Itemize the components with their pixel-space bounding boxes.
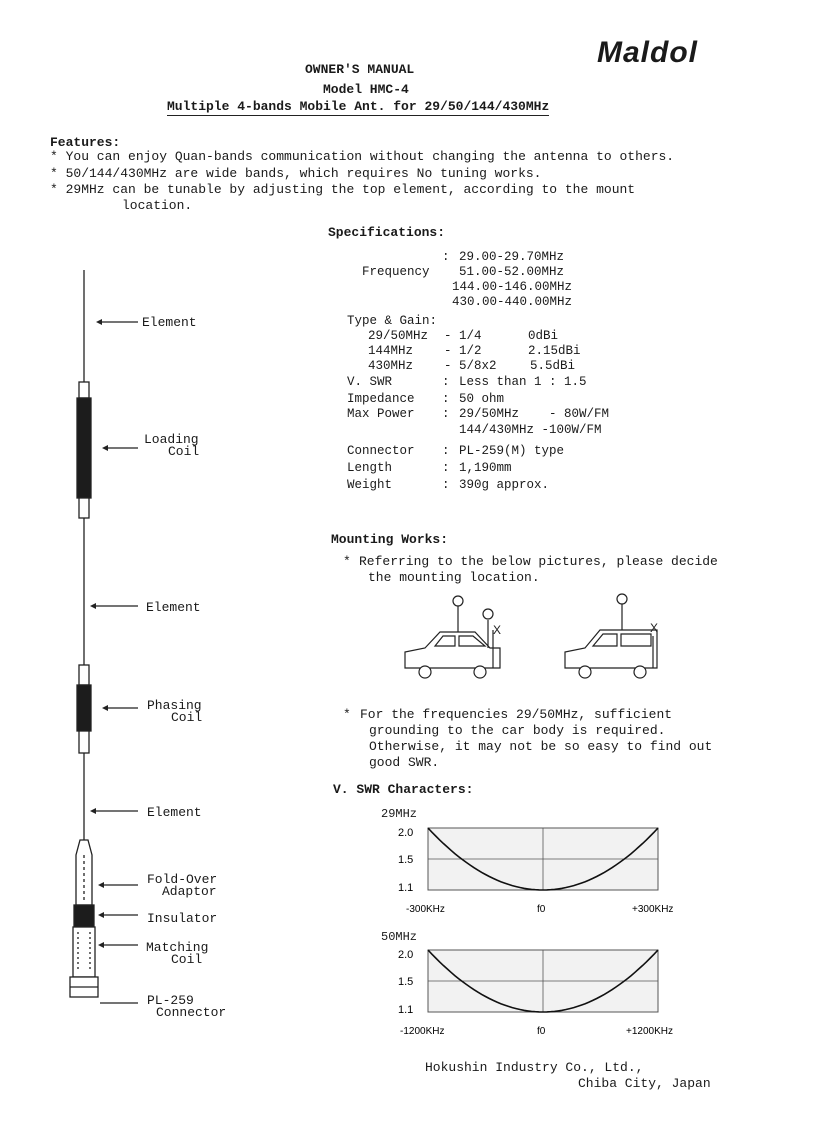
- chart-29-title: 29MHz: [381, 807, 418, 821]
- tg-type: - 1/4: [444, 329, 482, 343]
- label-element-low: Element: [147, 805, 202, 820]
- chart-50-ytick: 1.1: [398, 1004, 414, 1016]
- chart-29-ytick: 1.1: [398, 882, 414, 894]
- company-name: Hokushin Industry Co., Ltd.,: [425, 1060, 644, 1075]
- spec-label: Weight: [347, 478, 393, 492]
- spec-sep: :: [442, 461, 450, 475]
- car-mounting-diagram: [395, 590, 695, 690]
- tg-type: - 1/2: [444, 344, 482, 358]
- model-name: Model HMC-4: [323, 82, 409, 97]
- chart-50-ytick: 2.0: [398, 949, 414, 961]
- feature-item-cont: location.: [122, 198, 193, 213]
- label-fold-over: Fold-Over: [147, 872, 218, 887]
- freq-value: 430.00-440.00MHz: [452, 295, 573, 309]
- chart-29-xtick: +300KHz: [632, 904, 674, 915]
- chart-29-ytick: 1.5: [398, 854, 414, 866]
- spec-value: 29/50MHz - 80W/FM: [459, 407, 610, 421]
- tg-gain: 0dBi: [528, 329, 559, 343]
- spec-value: PL-259(M) type: [459, 444, 565, 458]
- label-insulator: Insulator: [147, 911, 218, 926]
- swr-heading: V. SWR Characters:: [333, 782, 474, 797]
- feature-item: * 29MHz can be tunable by adjusting the top element, according to the mount: [50, 182, 636, 197]
- chart-29-xtick: -300KHz: [406, 904, 445, 915]
- spec-sep: :: [442, 407, 450, 421]
- mounting-note1: Referring to the below pictures, please decide: [359, 554, 718, 569]
- tg-band: 144MHz: [368, 344, 414, 358]
- mounting-heading: Mounting Works:: [331, 532, 449, 547]
- label-element-top: Element: [142, 315, 197, 330]
- maldol-logo: Maldol: [597, 36, 698, 69]
- tg-gain: 5.5dBi: [530, 359, 576, 373]
- tg-gain: 2.15dBi: [528, 344, 581, 358]
- spec-sep: :: [442, 478, 450, 492]
- chart-50-title: 50MHz: [381, 930, 418, 944]
- label-matching-coil: Matching: [146, 940, 209, 955]
- chart-50-ytick: 1.5: [398, 976, 414, 988]
- label-pl259: PL-259: [147, 993, 194, 1008]
- note-bullet: *: [343, 707, 351, 722]
- mounting-note2: For the frequencies 29/50MHz, sufficient: [360, 707, 673, 722]
- ng-mark-2: X: [650, 621, 659, 635]
- spec-value: 390g approx.: [459, 478, 550, 492]
- label-loading-coil-2: Coil: [168, 444, 200, 459]
- spec-type-gain-label: Type & Gain:: [347, 314, 438, 328]
- spec-value: 1,190mm: [459, 461, 512, 475]
- label-loading-coil: Loading: [144, 432, 199, 447]
- freq-value: 51.00-52.00MHz: [459, 265, 565, 279]
- spec-label: Impedance: [347, 392, 415, 406]
- mounting-note1-cont: the mounting location.: [368, 570, 540, 585]
- mounting-note2-cont: good SWR.: [369, 755, 440, 770]
- spec-value: 50 ohm: [459, 392, 505, 406]
- spec-sep: :: [442, 392, 450, 406]
- tg-band: 29/50MHz: [368, 329, 429, 343]
- spec-value: 144/430MHz -100W/FM: [459, 423, 602, 437]
- swr-chart-29: [370, 822, 700, 922]
- tg-type: - 5/8x2: [444, 359, 497, 373]
- chart-50-xtick: -1200KHz: [400, 1026, 445, 1037]
- freq-value: 29.00-29.70MHz: [459, 250, 565, 264]
- spec-label: Length: [347, 461, 393, 475]
- label-matching-coil-2: Coil: [171, 952, 203, 967]
- spec-label: Max Power: [347, 407, 415, 421]
- spec-label: V. SWR: [347, 375, 393, 389]
- chart-50-xtick: f0: [537, 1026, 546, 1037]
- spec-label: Frequency: [362, 265, 430, 279]
- label-element-mid: Element: [146, 600, 201, 615]
- label-pl259-2: Connector: [156, 1005, 227, 1020]
- spec-label: Connector: [347, 444, 415, 458]
- label-fold-over-2: Adaptor: [162, 884, 217, 899]
- mounting-note2-cont: grounding to the car body is required.: [369, 723, 666, 738]
- spec-frequency: [347, 250, 430, 280]
- label-phasing-coil-2: Coil: [171, 710, 203, 725]
- company-location: Chiba City, Japan: [578, 1076, 711, 1091]
- freq-value: 144.00-146.00MHz: [452, 280, 573, 294]
- feature-item: * You can enjoy Quan-bands communication without changing the antenna to others.: [50, 149, 675, 164]
- features-heading: Features:: [50, 135, 121, 150]
- spec-value: Less than 1 : 1.5: [459, 375, 587, 389]
- manual-subtitle: Multiple 4-bands Mobile Ant. for 29/50/144/430MHz: [167, 99, 550, 114]
- spec-sep: :: [442, 250, 450, 264]
- specifications-heading: Specifications:: [328, 225, 446, 240]
- spec-sep: :: [442, 444, 450, 458]
- chart-29-xtick: f0: [537, 904, 546, 915]
- label-phasing-coil: Phasing: [147, 698, 202, 713]
- chart-50-xtick: +1200KHz: [626, 1026, 673, 1037]
- ng-mark-1: X: [493, 623, 502, 637]
- spec-sep: :: [442, 375, 450, 389]
- note-bullet: *: [343, 554, 351, 569]
- tg-band: 430MHz: [368, 359, 414, 373]
- manual-title: OWNER'S MANUAL: [305, 62, 415, 77]
- mounting-note2-cont: Otherwise, it may not be so easy to find out: [369, 739, 713, 754]
- chart-29-ytick: 2.0: [398, 827, 414, 839]
- feature-item: * 50/144/430MHz are wide bands, which requires No tuning works.: [50, 166, 542, 181]
- swr-chart-50: [370, 944, 700, 1044]
